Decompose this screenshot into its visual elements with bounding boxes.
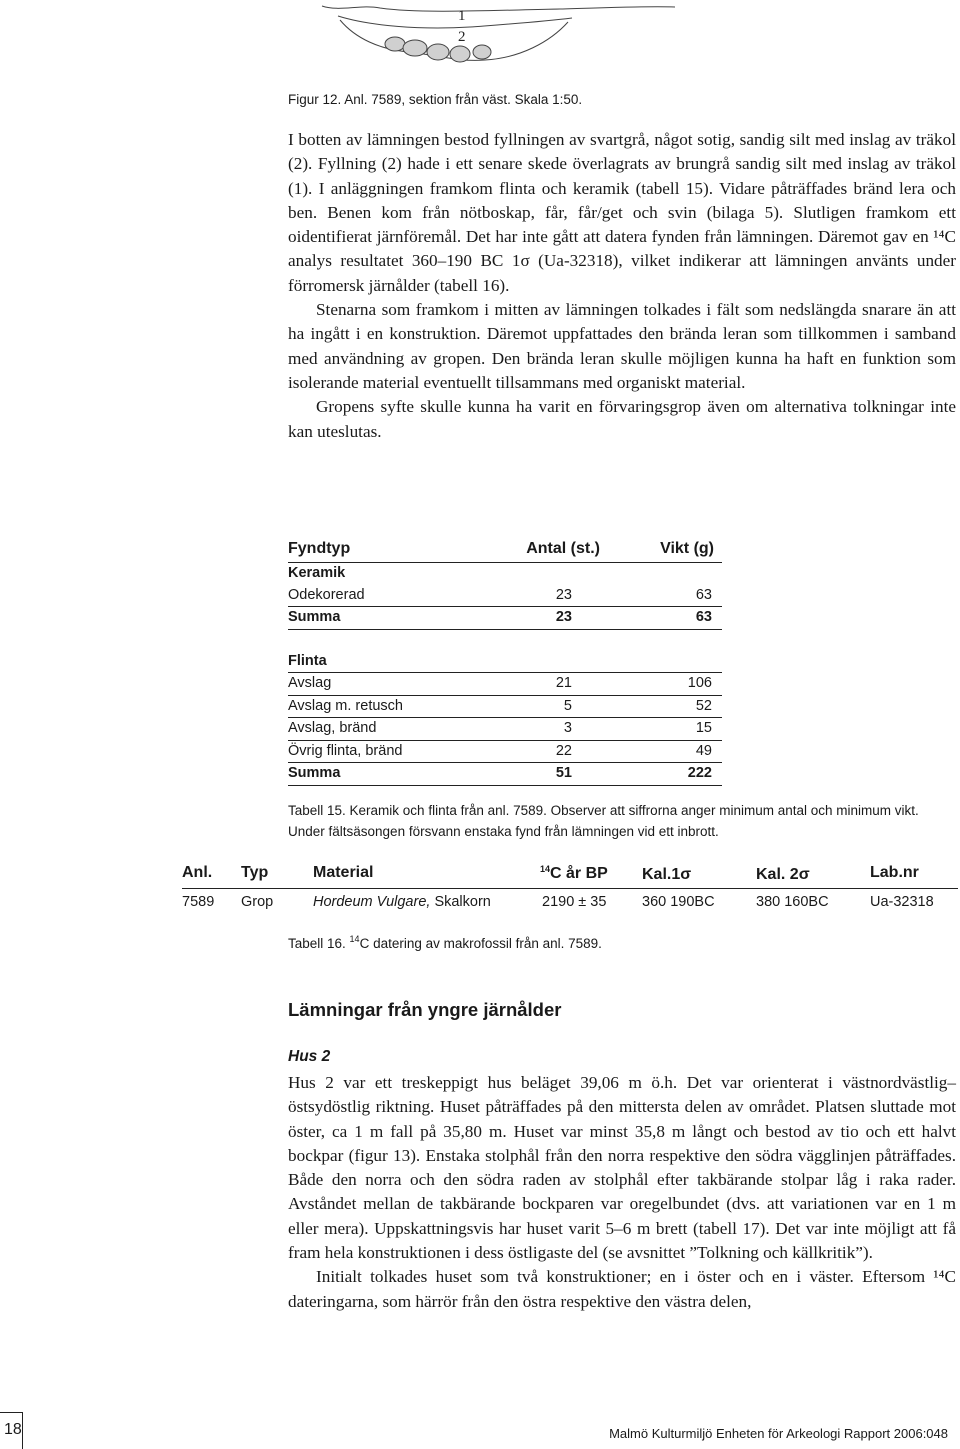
header-typ: Typ	[241, 864, 269, 881]
summary-row	[288, 607, 722, 630]
table-row	[182, 889, 958, 915]
finds-table	[288, 536, 722, 786]
cell-fyndtyp: Avslag	[288, 675, 332, 691]
table-row	[288, 696, 722, 719]
summary-row	[288, 763, 722, 786]
table-16-caption	[288, 934, 602, 951]
cell-fyndtyp: Odekorerad	[288, 586, 365, 603]
cell-fyndtyp: Avslag m. retusch	[288, 697, 403, 714]
header-c14-label: C år BP	[550, 865, 608, 882]
cell-antal: 21	[555, 675, 572, 691]
paragraph: Initialt tolkades huset som två konstruktioner; en i öster och en i väster. Eftersom ¹⁴C dateringarna, som härrör från den östra respektive den västra delen,	[288, 1267, 956, 1311]
paragraph: Gropens syfte skulle kunna ha varit en förvaringsgrop även om alternativa tolkningar inte kan uteslutas.	[288, 397, 956, 441]
layer-label-2: 2	[458, 29, 466, 45]
cell-material	[313, 894, 491, 910]
cell-antal: 5	[563, 697, 572, 714]
body-text-bottom	[288, 1071, 956, 1314]
table-header	[182, 858, 958, 889]
group-title-flinta	[288, 651, 722, 674]
cell-kal1: 360 190BC	[642, 894, 715, 910]
table-15-caption: Tabell 15. Keramik och flinta från anl. 7589. Observer att siffrorna anger minimum antal och minimum vikt. Under fältsäsongen försvann enstaka fynd från lämningen vid ett inbrott.	[288, 803, 919, 839]
cell-kal2: 380 160BC	[756, 894, 829, 910]
cell-summa-label: Summa	[288, 765, 341, 781]
layer-label-1: 1	[458, 8, 466, 24]
table-row	[288, 673, 722, 696]
cell-anl: 7589	[182, 894, 215, 910]
header-vikt: Vikt (g)	[660, 540, 714, 557]
header-fyndtyp: Fyndtyp	[288, 540, 351, 557]
figure-caption: Figur 12. Anl. 7589, sektion från väst. Skala 1:50.	[288, 92, 583, 107]
paragraph: I botten av lämningen bestod fyllningen av svartgrå, något sotig, sandig silt med inslag av träkol (2). Fyllning (2) hade i ett senare skede överlagrats av brungrå sandig silt med inslag av träkol (1). I anläggningen framkom flinta och keramik (tabell 15). Vidare påträffades bränd lera och ben. Benen kom från nötboskap, får, får/get och svin (bilaga 5). Slutligen framkom ett oidentifierat järnföremål. Det har inte gått att datera fynden från lämningen. Däremot gav en ¹⁴C analys resultatet 360–190 BC 1σ (Ua-32318), vilket indikerar att lämningen använts under förromersk järnålder (tabell 16).	[288, 130, 956, 295]
section-heading: Lämningar från yngre järnålder	[288, 999, 562, 1020]
cell-vikt: 49	[695, 742, 712, 759]
group-title-label: Keramik	[288, 565, 346, 581]
stone	[403, 40, 427, 56]
header-antal: Antal (st.)	[526, 540, 600, 557]
header-anl: Anl.	[182, 864, 213, 881]
cell-typ: Grop	[241, 894, 274, 910]
cell-vikt: 52	[695, 697, 712, 714]
pit-upper-boundary	[338, 16, 572, 28]
cell-vikt: 15	[695, 720, 712, 736]
caption-text: C datering av makrofossil från anl. 7589.	[359, 936, 602, 951]
table-row	[288, 718, 722, 741]
header-c14	[540, 864, 608, 883]
cell-summa-label: Summa	[288, 609, 341, 625]
body-text-top	[288, 128, 956, 444]
cell-antal: 22	[555, 742, 572, 759]
stone	[450, 46, 470, 62]
footer-text: Malmö Kulturmiljö Enheten för Arkeologi Rapport 2006:048	[609, 1426, 948, 1441]
table-header	[288, 536, 722, 563]
surface-line	[322, 6, 675, 11]
material-latin-name: Hordeum Vulgare,	[313, 894, 431, 910]
stone	[427, 44, 449, 60]
header-kal1: Kal.1σ	[642, 866, 692, 883]
cell-c14: 2190 ± 35	[542, 894, 607, 910]
cell-vikt: 63	[695, 586, 712, 603]
cell-vikt: 106	[687, 675, 712, 691]
stone	[385, 37, 405, 51]
stone	[473, 45, 491, 59]
paragraph: Stenarna som framkom i mitten av lämningen tolkades i fält som nedslängda snarare än att ha ingått i en konstruktion. Däremot uppfattades den brända leran som tillkommen i samband med användning av gropen. Den brända leran skulle möjligen kunna ha haft en funktion som isolerande material eventuellt tillsammans med organiskt material.	[288, 300, 956, 392]
superscript-14: 14	[349, 934, 360, 944]
cell-fyndtyp: Avslag, bränd	[288, 720, 377, 736]
dating-table	[182, 858, 958, 915]
superscript-14: 14	[540, 864, 551, 874]
cell-summa-antal: 51	[555, 765, 572, 781]
table-row	[288, 741, 722, 764]
header-lab: Lab.nr	[870, 864, 919, 881]
caption-prefix: Tabell 16.	[288, 936, 350, 951]
group-title-keramik	[288, 563, 722, 585]
page-number: 18	[4, 1421, 22, 1438]
cell-antal: 3	[563, 720, 572, 736]
cell-antal: 23	[555, 586, 572, 603]
cell-fyndtyp: Övrig flinta, bränd	[288, 742, 403, 759]
cell-summa-antal: 23	[555, 609, 572, 625]
material-common-name: Skalkorn	[430, 894, 491, 910]
sub-heading: Hus 2	[288, 1048, 331, 1065]
section-drawing-figure	[300, 0, 680, 72]
header-material: Material	[313, 864, 374, 881]
table-row	[288, 585, 722, 608]
paragraph: Hus 2 var ett treskeppigt hus beläget 39,06 m ö.h. Det var orienterat i västnordvästlig–östsydöstlig riktning. Huset påträffades på den mittersta delen av området. Platsen sluttade mot öster, ca 1 m fall på 35,80 m. Huset var minst 35,8 m långt och bestod av tio och ett halvt bockpar (figur 13). Enstaka stolphål från den norra respektive den södra vägglinjen påträffades. Både den norra och den södra raden av stolphål efter takbärande stolpar låg i raka rader. Avståndet mellan de takbärande bockparen var oregelbundet (dvs. att variationen var en 1 m eller mera). Uppskattningsvis har huset varit 5–6 m brett (tabell 17). Det var inte möjligt att få fram hela konstruktionen i dess östligaste del (se avsnittet ”Tolkning och källkritik”).	[288, 1073, 956, 1263]
cell-lab: Ua-32318	[870, 894, 934, 910]
group-title-label: Flinta	[288, 652, 327, 669]
header-kal2: Kal. 2σ	[756, 866, 810, 883]
cell-summa-vikt: 63	[695, 609, 712, 625]
cell-summa-vikt: 222	[687, 765, 712, 781]
